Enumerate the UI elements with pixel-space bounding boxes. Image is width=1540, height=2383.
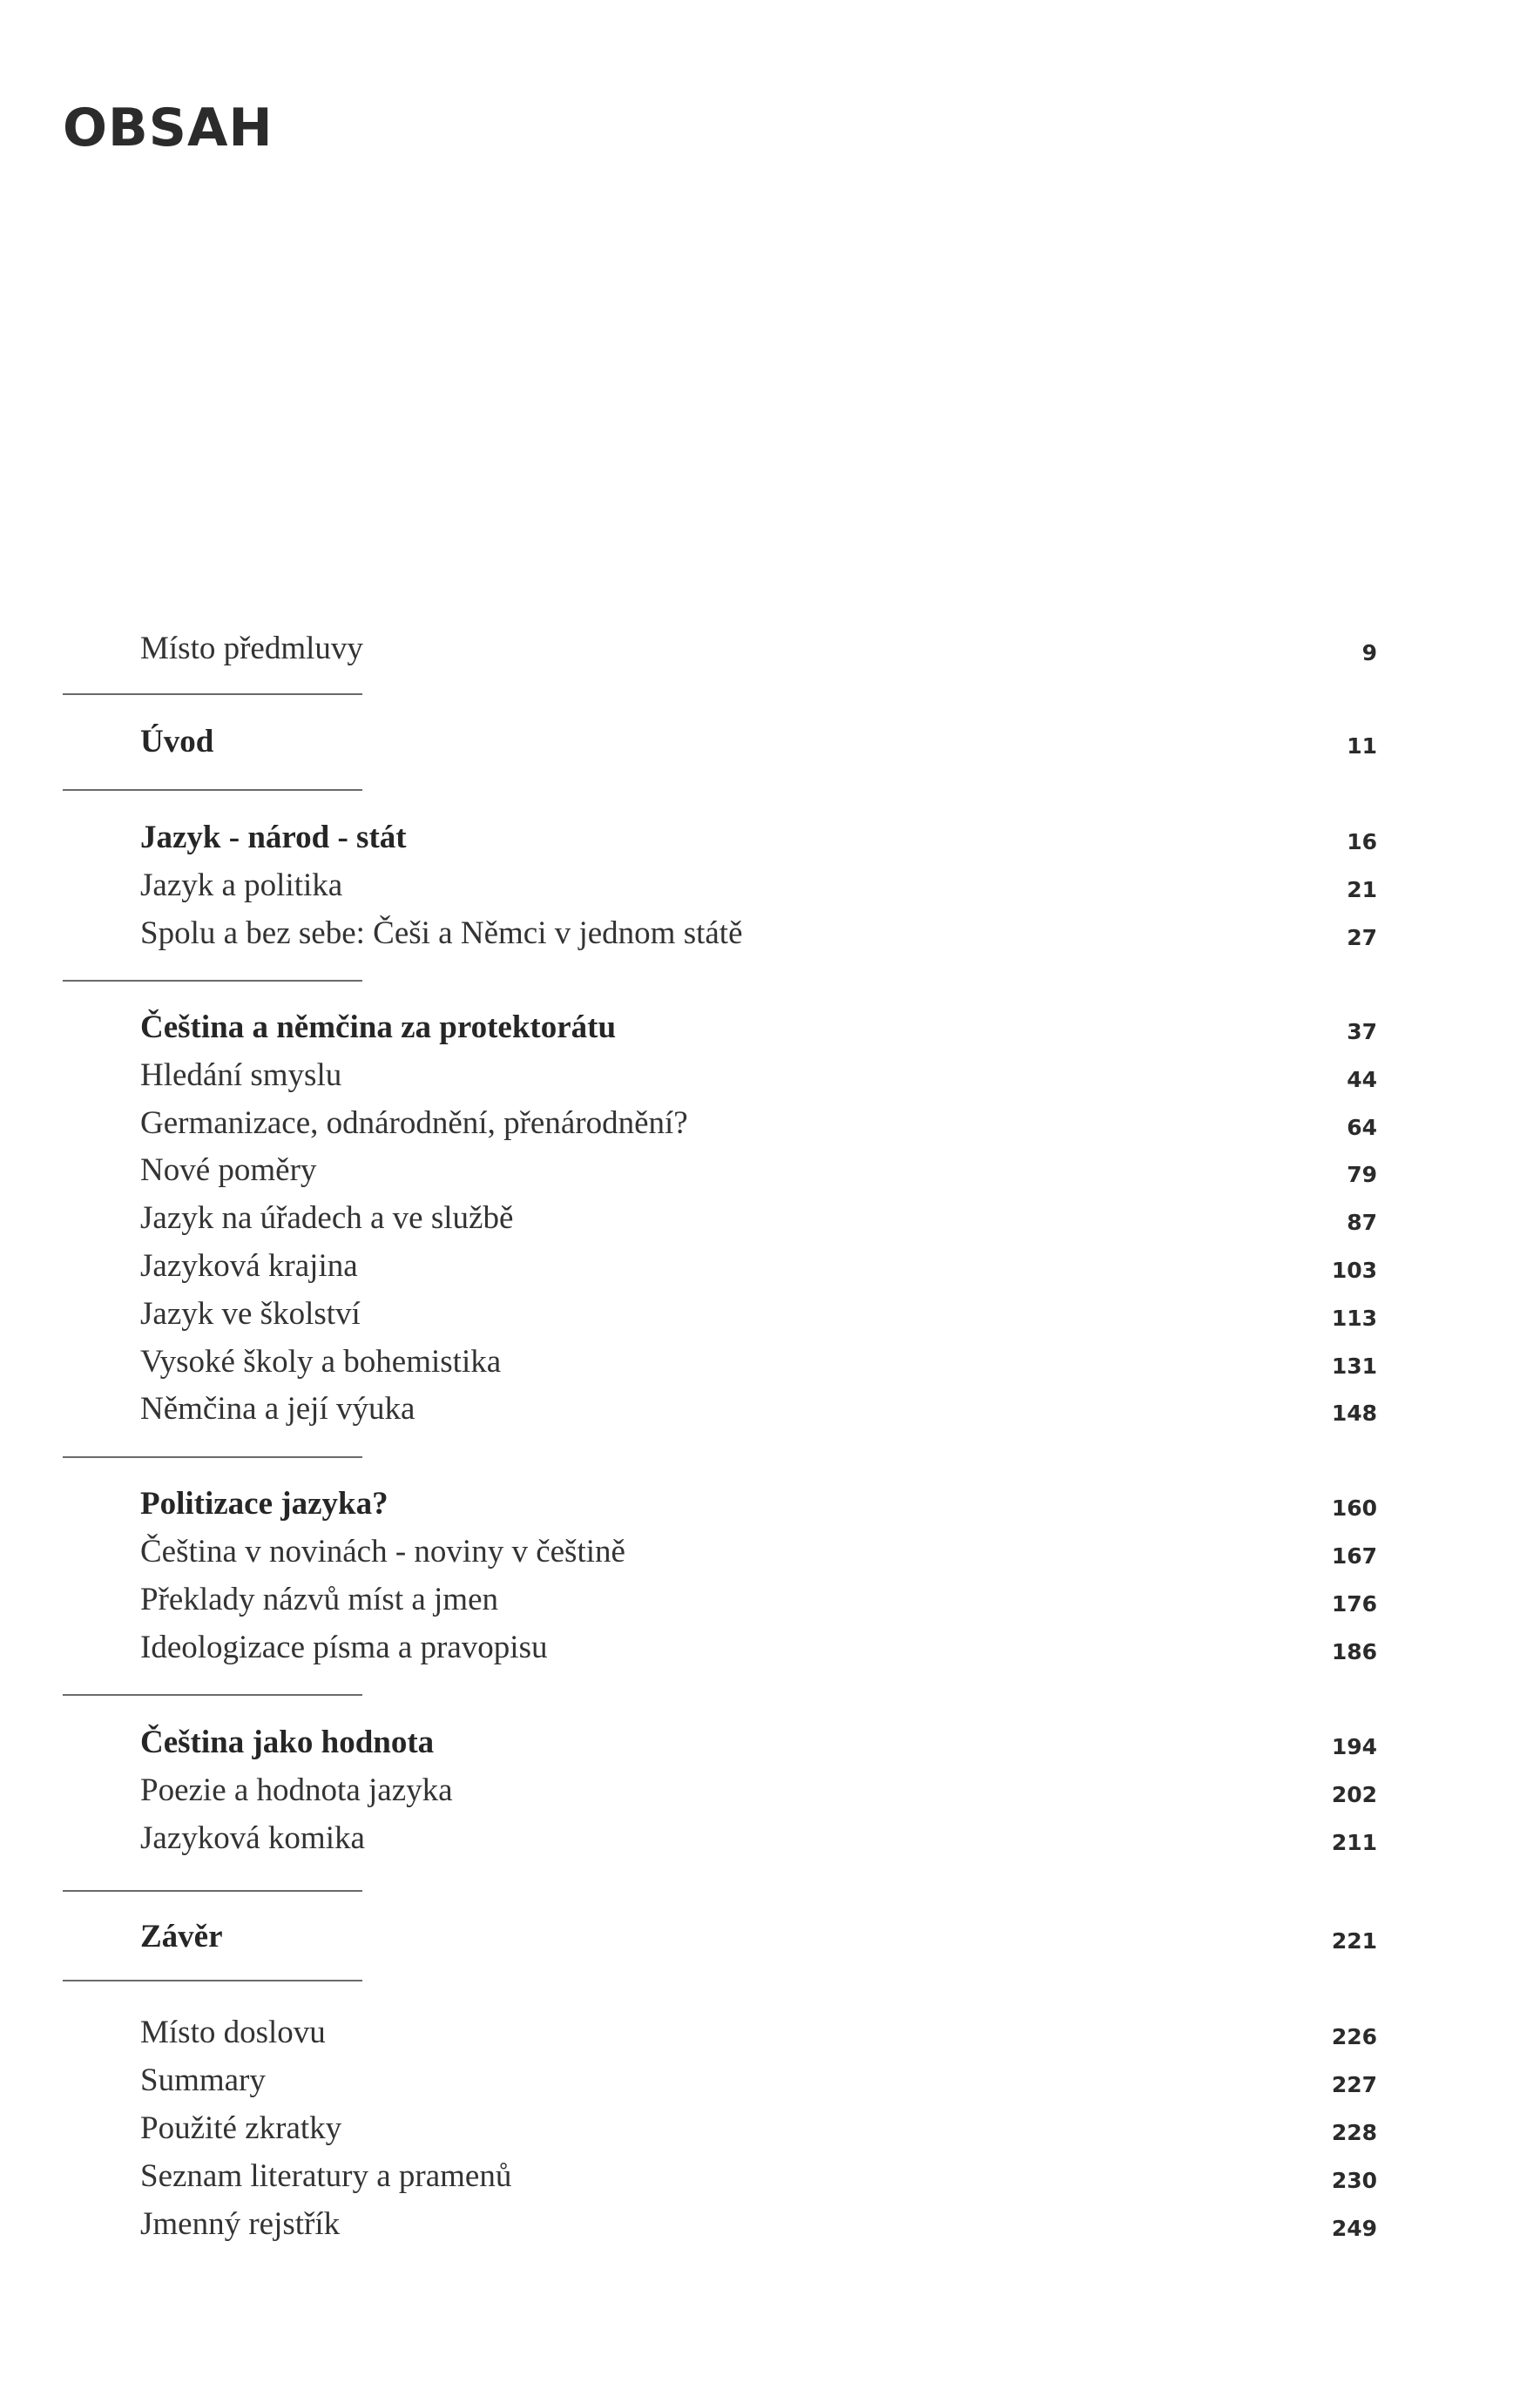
toc-entry-title: Politizace jazyka? <box>140 1486 388 1522</box>
toc-entry-title: Seznam literatury a pramenů <box>140 2158 512 2194</box>
toc-entry-page: 9 <box>1361 640 1377 665</box>
toc-entry-page: 148 <box>1331 1401 1377 1426</box>
toc-entry-page: 211 <box>1331 1830 1377 1855</box>
section-divider <box>63 1694 362 1696</box>
toc-entry-title: Germanizace, odnárodnění, přenárodnění? <box>140 1105 688 1141</box>
toc-entry-title: Nové poměry <box>140 1152 317 1188</box>
toc-entry[interactable] <box>140 1100 1377 1147</box>
toc-entry[interactable] <box>140 2153 1377 2200</box>
page-title: OBSAH <box>63 98 274 159</box>
toc-entry[interactable] <box>140 1576 1377 1624</box>
toc-entry-page: 21 <box>1347 877 1377 902</box>
toc-entry[interactable] <box>140 1195 1377 1242</box>
toc-entry[interactable] <box>140 1386 1377 1433</box>
toc-entry-title: Místo doslovu <box>140 2015 326 2050</box>
toc-entry-title: Jazyk - národ - stát <box>140 820 407 855</box>
section-divider <box>63 789 362 791</box>
toc-entry[interactable] <box>140 2201 1377 2248</box>
toc-entry-title: Překlady názvů míst a jmen <box>140 1582 499 1617</box>
toc-section-heading[interactable] <box>140 719 1377 766</box>
toc-entry-page: 87 <box>1347 1210 1377 1235</box>
toc-entry-page: 16 <box>1347 829 1377 854</box>
toc-entry-page: 249 <box>1331 2216 1377 2241</box>
toc-entry[interactable] <box>140 2057 1377 2104</box>
toc-entry-page: 160 <box>1331 1495 1377 1521</box>
toc-entry[interactable] <box>140 1339 1377 1386</box>
toc-entry[interactable] <box>140 625 1377 672</box>
toc-entry-title: Spolu a bez sebe: Češi a Němci v jednom státě <box>140 915 743 951</box>
toc-entry-page: 228 <box>1331 2120 1377 2145</box>
section-divider <box>63 1890 362 1892</box>
toc-entry-title: Jazyk na úřadech a ve službě <box>140 1200 514 1236</box>
toc-entry[interactable] <box>140 1052 1377 1099</box>
toc-entry-title: Hledání smyslu <box>140 1057 342 1093</box>
toc-entry[interactable] <box>140 1147 1377 1194</box>
toc-entry-page: 44 <box>1347 1067 1377 1092</box>
toc-entry-page: 79 <box>1347 1162 1377 1187</box>
toc-entry-title: Čeština jako hodnota <box>140 1725 435 1760</box>
toc-entry-title: Poezie a hodnota jazyka <box>140 1772 453 1808</box>
section-divider <box>63 980 362 982</box>
toc-entry-title: Místo předmluvy <box>140 631 363 666</box>
toc-entry-title: Jazyk a politika <box>140 867 343 903</box>
section-divider <box>63 1980 362 1981</box>
toc-entry-page: 113 <box>1331 1306 1377 1331</box>
toc-entry[interactable] <box>140 910 1377 957</box>
toc-entry[interactable] <box>140 1624 1377 1671</box>
toc-entry-page: 221 <box>1331 1928 1377 1954</box>
toc-entry-page: 64 <box>1347 1115 1377 1140</box>
toc-entry-page: 167 <box>1331 1543 1377 1569</box>
toc-entry-page: 176 <box>1331 1591 1377 1617</box>
toc-entry-page: 227 <box>1331 2072 1377 2097</box>
toc-entry-title: Čeština a němčina za protektorátu <box>140 1009 617 1045</box>
toc-entry-page: 226 <box>1331 2024 1377 2049</box>
toc-entry[interactable] <box>140 1767 1377 1814</box>
toc-entry[interactable] <box>140 862 1377 909</box>
toc-entry[interactable] <box>140 1291 1377 1338</box>
toc-entry-title: Jmenný rejstřík <box>140 2206 341 2242</box>
toc-section-heading[interactable] <box>140 814 1377 861</box>
toc-entry[interactable] <box>140 2009 1377 2056</box>
toc-entry-page: 194 <box>1331 1734 1377 1759</box>
toc-entry-title: Závěr <box>140 1919 223 1954</box>
toc-entry[interactable] <box>140 1243 1377 1290</box>
toc-entry-title: Vysoké školy a bohemistika <box>140 1344 502 1380</box>
toc-entry-title: Jazyková krajina <box>140 1248 358 1284</box>
toc-section-heading[interactable] <box>140 1481 1377 1528</box>
toc-entry-page: 131 <box>1331 1354 1377 1379</box>
toc-entry-title: Čeština v novinách - noviny v češtině <box>140 1534 625 1570</box>
toc-entry-title: Jazyková komika <box>140 1820 365 1856</box>
toc-section-heading[interactable] <box>140 1004 1377 1051</box>
toc-entry[interactable] <box>140 2105 1377 2152</box>
section-divider <box>63 693 362 695</box>
toc-entry-title: Úvod <box>140 724 214 759</box>
toc-entry-title: Ideologizace písma a pravopisu <box>140 1630 548 1665</box>
toc-section-heading[interactable] <box>140 1719 1377 1766</box>
toc-entry[interactable] <box>140 1529 1377 1576</box>
toc-entry-page: 103 <box>1331 1258 1377 1283</box>
section-divider <box>63 1456 362 1458</box>
toc-entry-title: Jazyk ve školství <box>140 1296 361 1332</box>
toc-entry-title: Němčina a její výuka <box>140 1391 415 1427</box>
toc-entry-page: 27 <box>1347 925 1377 950</box>
toc-entry-title: Použité zkratky <box>140 2110 342 2146</box>
toc-entry-title: Summary <box>140 2062 266 2098</box>
toc-section-heading[interactable] <box>140 1914 1377 1961</box>
toc-entry-page: 202 <box>1331 1782 1377 1807</box>
toc-entry-page: 186 <box>1331 1639 1377 1664</box>
toc-entry[interactable] <box>140 1815 1377 1862</box>
toc-entry-page: 230 <box>1331 2168 1377 2193</box>
toc-entry-page: 11 <box>1347 733 1377 759</box>
toc-entry-page: 37 <box>1347 1019 1377 1044</box>
